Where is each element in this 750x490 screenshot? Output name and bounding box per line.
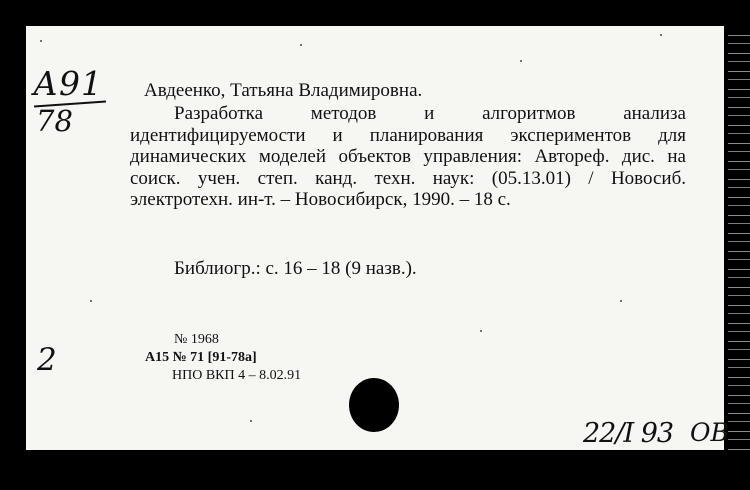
- scan-speck: [250, 420, 252, 422]
- author-heading: Авдеенко, Татьяна Владимировна.: [144, 80, 423, 101]
- call-number-bottom: 78: [36, 104, 73, 138]
- scan-speck: [660, 34, 662, 36]
- scan-speck: [40, 40, 42, 42]
- scan-speck: [520, 60, 522, 62]
- scan-speck: [620, 300, 622, 302]
- scan-speck: [480, 330, 482, 332]
- handwritten-signature: 22/I 93: [583, 418, 674, 449]
- bibliography-note: Библиогр.: с. 16 – 18 (9 назв.).: [174, 258, 417, 279]
- handwritten-mark: 2: [37, 342, 57, 378]
- punch-hole: [349, 378, 399, 432]
- scan-speck: [300, 44, 302, 46]
- handwritten-initials: ОВ: [690, 418, 729, 447]
- bibliographic-description: Разработка методов и алгоритмов анализа идентифицируемости и планирования экспериментов для динамических моделей объектов управления: Автореф. дис. на соиск. учен. степ. канд. техн. наук: (05.13.01) / Новосиб. электротехн. ин-т. – Новосибирск, 1990. – 18 с.: [130, 103, 686, 210]
- scan-speck: [90, 300, 92, 302]
- scan-edge-artifact: [728, 26, 750, 456]
- call-number-top: А91: [33, 64, 103, 103]
- stamp-org: НПО ВКП 4 – 8.02.91: [172, 368, 302, 383]
- stamp-code: А15 № 71 [91-78а]: [145, 350, 257, 365]
- stamp-number: № 1968: [174, 332, 219, 347]
